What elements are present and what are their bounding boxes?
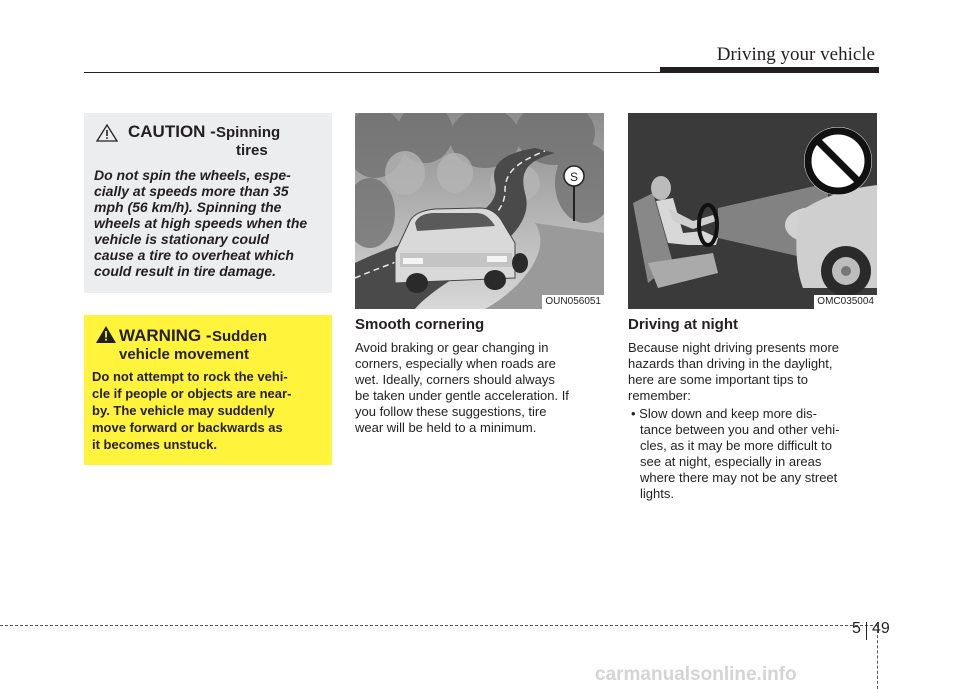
caution-line: could result in tire damage.	[94, 263, 277, 279]
night-intro-line: here are some important tips to	[628, 372, 808, 387]
cornering-line: you follow these suggestions, tire	[355, 404, 547, 419]
night-bullet-line: cles, as it may be more difficult to	[640, 438, 832, 453]
night-bullet	[628, 406, 877, 502]
caution-box	[84, 113, 332, 293]
caution-line: vehicle is stationary could	[94, 231, 270, 247]
cornering-line: be taken under gentle acceleration. If	[355, 388, 569, 403]
caution-line: cause a tire to overheat which	[94, 247, 294, 263]
caution-label: CAUTION -	[128, 122, 216, 141]
cornering-heading: Smooth cornering	[355, 316, 485, 333]
caution-line: cially at speeds more than 35	[94, 183, 289, 199]
night-intro-line: Because night driving presents more	[628, 340, 840, 355]
cornering-body	[355, 340, 604, 436]
car-cornering-image	[355, 113, 604, 309]
caution-subtitle-2: tires	[236, 142, 268, 159]
caution-subtitle-1: Spinning	[216, 124, 281, 141]
warning-triangle-icon	[96, 326, 116, 343]
night-bullet-line: lights.	[640, 486, 674, 501]
svg-text:S: S	[570, 170, 579, 184]
warning-label: WARNING -	[119, 326, 212, 345]
footer-rule	[0, 625, 878, 626]
page-number: 49	[872, 620, 890, 637]
warning-line: Do not attempt to rock the vehi-	[92, 369, 288, 384]
night-intro	[628, 340, 877, 404]
page-number-separator	[866, 622, 867, 640]
cornering-image-code: OUN056051	[542, 295, 604, 309]
caution-line: mph (56 km/h). Spinning the	[94, 199, 282, 215]
warning-box	[84, 315, 332, 465]
warning-line: cle if people or objects are near-	[92, 386, 292, 401]
night-intro-line: hazards than driving in the daylight,	[628, 356, 833, 371]
warning-line: move forward or backwards as	[92, 420, 283, 435]
cornering-line: wear will be held to a minimum.	[355, 420, 537, 435]
warning-subtitle-2: vehicle movement	[119, 346, 250, 363]
night-bullet-line: tance between you and other vehi-	[640, 422, 840, 437]
warning-line: it becomes unstuck.	[92, 437, 217, 452]
cornering-line: wet. Ideally, corners should always	[355, 372, 555, 387]
night-driving-illustration	[628, 113, 877, 309]
cornering-line: corners, especially when roads are	[355, 356, 556, 371]
night-bullet-line: see at night, especially in areas	[640, 454, 822, 469]
caution-line: wheels at high speeds when the	[94, 215, 308, 231]
watermark: carmanualsonline.info	[595, 664, 797, 685]
caution-triangle-icon	[96, 124, 118, 142]
night-image-code: OMC035004	[814, 295, 877, 309]
warning-subtitle-1: Sudden	[212, 328, 267, 345]
cornering-illustration	[355, 113, 604, 309]
chapter-number: 5	[852, 620, 861, 637]
header-rule-thick	[660, 67, 879, 73]
warning-body	[92, 368, 324, 453]
caution-body	[94, 167, 324, 279]
caution-line: Do not spin the wheels, espe-	[94, 167, 291, 183]
running-header: Driving your vehicle	[716, 44, 875, 65]
night-heading: Driving at night	[628, 316, 738, 333]
night-intro-line: remember:	[628, 388, 691, 403]
warning-line: by. The vehicle may suddenly	[92, 403, 275, 418]
night-bullet-line: where there may not be any street	[640, 470, 838, 485]
night-bullet-line: • Slow down and keep more dis-	[631, 406, 817, 421]
night-driving-image	[628, 113, 877, 309]
cornering-line: Avoid braking or gear changing in	[355, 340, 549, 355]
